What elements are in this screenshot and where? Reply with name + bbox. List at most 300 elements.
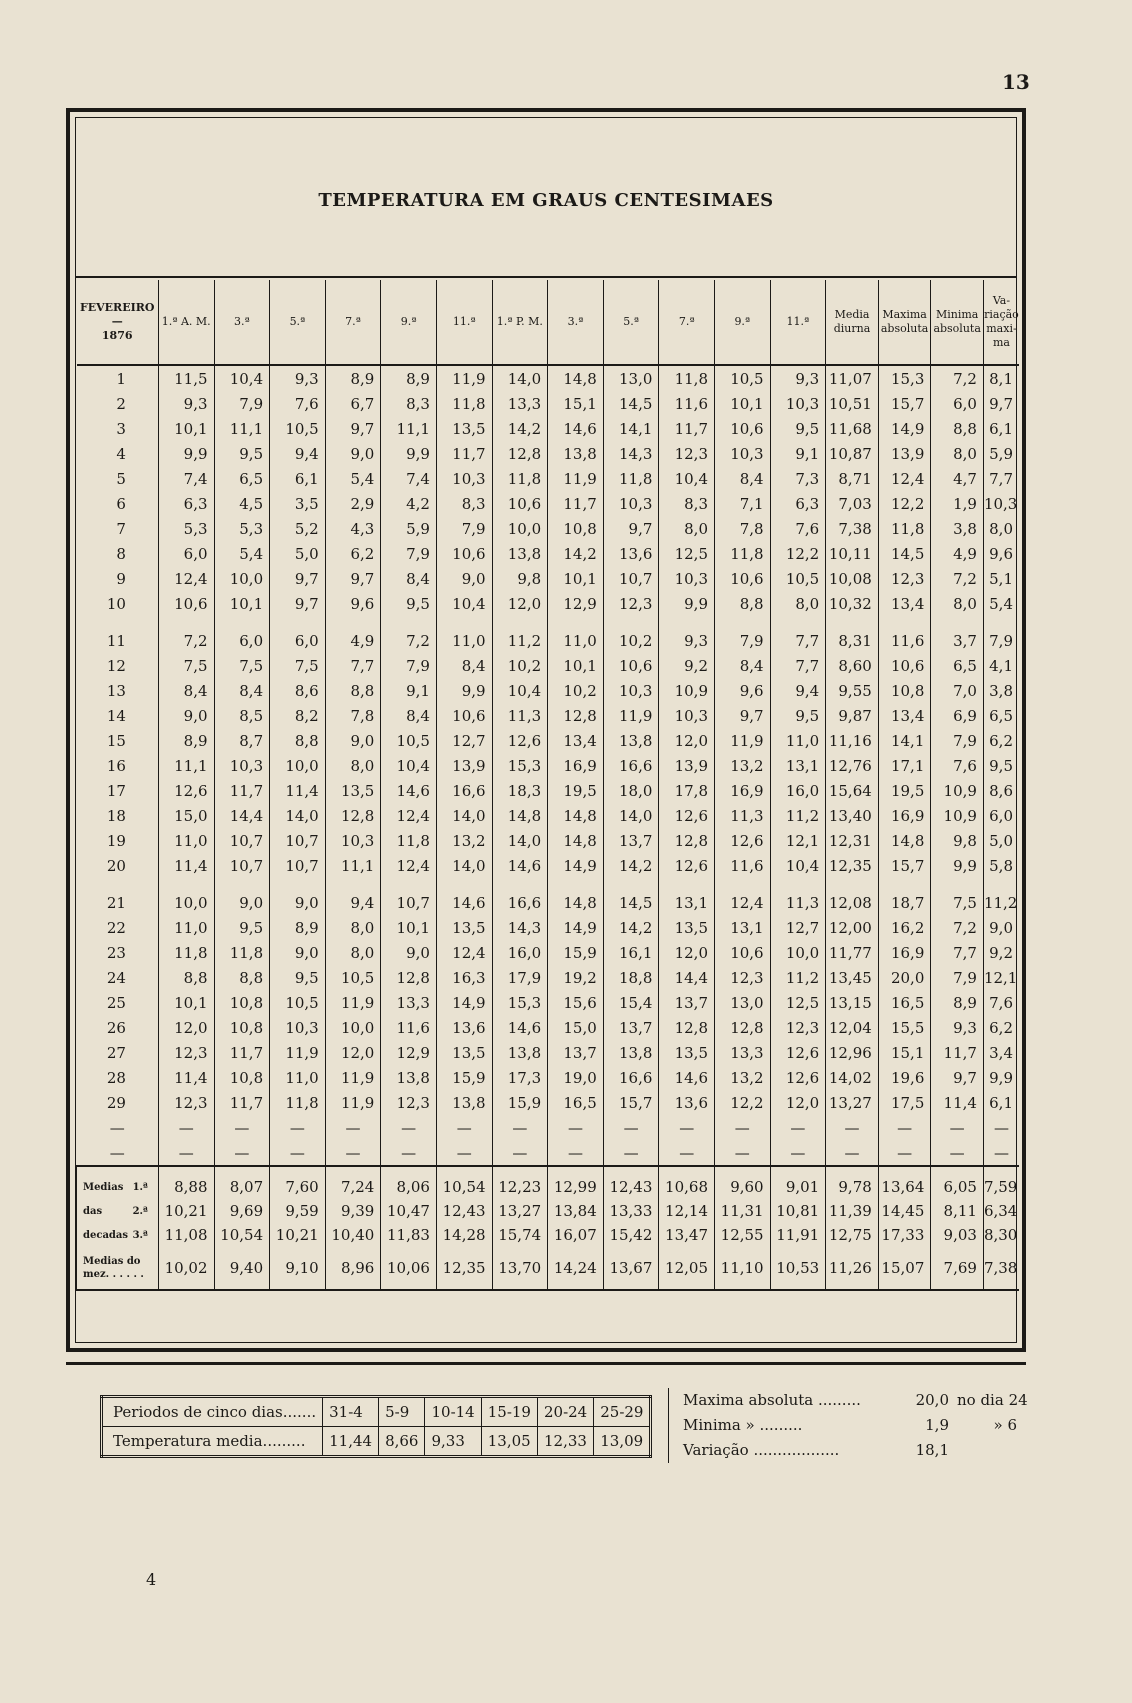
table-cell: 13,45 <box>826 965 879 990</box>
table-row <box>77 778 1020 803</box>
table-cell: 5,4 <box>983 591 1019 616</box>
spacer-row <box>77 878 1020 890</box>
table-cell: 10,8 <box>878 678 931 703</box>
table-cell: 10,2 <box>603 628 659 653</box>
decade-value: 6,05 <box>931 1166 984 1199</box>
table-cell: 14,6 <box>492 1015 548 1040</box>
table-cell: 11,9 <box>325 1090 381 1115</box>
day-number: 7 <box>116 519 126 538</box>
table-cell: 7,8 <box>715 516 771 541</box>
table-cell: 15,1 <box>878 1040 931 1065</box>
table-cell: 7,03 <box>826 491 879 516</box>
month-average-label-text: mez. . . . . . <box>83 1269 144 1280</box>
dash-cell: — <box>715 1140 771 1166</box>
table-cell: 13,2 <box>715 753 771 778</box>
decade-value: 10,40 <box>325 1223 381 1247</box>
spacer-cell <box>548 616 604 628</box>
variation-row <box>683 1438 1017 1463</box>
table-cell: 8,7 <box>214 728 270 753</box>
table-cell: 14,0 <box>436 853 492 878</box>
table-row <box>77 1065 1020 1090</box>
month-average-value: 10,06 <box>381 1247 437 1290</box>
table-cell: 12,04 <box>826 1015 879 1040</box>
table-cell: 12,8 <box>659 1015 715 1040</box>
table-cell: 11,2 <box>770 803 826 828</box>
day-number: 26 <box>106 1018 126 1037</box>
table-row <box>77 1090 1020 1115</box>
day-number: 12 <box>106 656 126 675</box>
table-cell: 5,2 <box>270 516 326 541</box>
decade-value: 15,74 <box>492 1223 548 1247</box>
max-value: 20,0 <box>915 1391 949 1409</box>
table-cell: 13,8 <box>436 1090 492 1115</box>
table-cell: 9,5 <box>214 441 270 466</box>
table-cell: 11,2 <box>983 890 1019 915</box>
table-cell: 7,9 <box>931 965 984 990</box>
table-cell: 18,0 <box>603 778 659 803</box>
min-row <box>683 1413 1017 1438</box>
table-cell: 10,11 <box>826 541 879 566</box>
table-cell: 7,9 <box>931 728 984 753</box>
table-row <box>77 566 1020 591</box>
dash-cell: — <box>381 1140 437 1166</box>
table-cell: 13,3 <box>492 391 548 416</box>
table-cell: 10,7 <box>381 890 437 915</box>
table-cell: 13,8 <box>492 1040 548 1065</box>
spacer-cell <box>492 616 548 628</box>
table-cell: 11,6 <box>659 391 715 416</box>
table-cell: 8,0 <box>770 591 826 616</box>
decade-value: 8,88 <box>158 1166 214 1199</box>
table-cell: 13,9 <box>436 753 492 778</box>
day-number: 1 <box>116 369 126 388</box>
table-cell: 13,5 <box>436 416 492 441</box>
table-cell: 19,5 <box>548 778 604 803</box>
column-header: 1.ª A. M. <box>158 280 214 365</box>
table-cell: 13,2 <box>436 828 492 853</box>
table-cell: 16,1 <box>603 940 659 965</box>
table-cell: 7,7 <box>931 940 984 965</box>
table-cell: 14,8 <box>548 365 604 391</box>
table-row <box>77 753 1020 778</box>
table-cell: 12,6 <box>492 728 548 753</box>
table-cell: 13,8 <box>492 541 548 566</box>
table-cell: 10,8 <box>214 1065 270 1090</box>
dash-cell: — <box>270 1115 326 1140</box>
min-value: 1,9 <box>925 1416 949 1434</box>
table-cell: 8,0 <box>325 915 381 940</box>
table-cell: 9,3 <box>659 628 715 653</box>
table-cell: 8,0 <box>983 516 1019 541</box>
table-cell: 10,3 <box>325 828 381 853</box>
table-row <box>77 915 1020 940</box>
period-temp: 8,66 <box>379 1427 425 1457</box>
table-cell: 15,7 <box>878 853 931 878</box>
table-cell: 6,2 <box>983 1015 1019 1040</box>
table-cell: 10,6 <box>603 653 659 678</box>
spacer-cell <box>436 616 492 628</box>
table-cell: 13,7 <box>659 990 715 1015</box>
table-cell: 6,3 <box>770 491 826 516</box>
period-temp: 13,05 <box>481 1427 537 1457</box>
table-cell: 15,64 <box>826 778 879 803</box>
table-cell: 13,3 <box>715 1040 771 1065</box>
table-cell: 10,3 <box>436 466 492 491</box>
table-cell: 9,2 <box>659 653 715 678</box>
table-cell: 9,7 <box>325 416 381 441</box>
table-cell: 13,7 <box>548 1040 604 1065</box>
table-cell: 8,8 <box>325 678 381 703</box>
column-header: 7.ª <box>659 280 715 365</box>
table-cell: 12,31 <box>826 828 879 853</box>
table-cell: 10,5 <box>770 566 826 591</box>
table-cell: 11,7 <box>548 491 604 516</box>
bottom-divider <box>66 1362 1026 1365</box>
table-cell: 11,9 <box>325 1065 381 1090</box>
table-cell: 10,0 <box>158 890 214 915</box>
dash-cell: — <box>659 1115 715 1140</box>
table-cell: 8,4 <box>715 653 771 678</box>
month-average-value: 11,10 <box>715 1247 771 1290</box>
table-cell: 12,08 <box>826 890 879 915</box>
table-cell: 12,1 <box>983 965 1019 990</box>
decade-value: 7,24 <box>325 1166 381 1199</box>
table-cell: 10,7 <box>270 828 326 853</box>
table-cell: 10,6 <box>436 703 492 728</box>
table-cell: 13,5 <box>659 915 715 940</box>
temperature-table <box>76 280 1019 1291</box>
decade-value: 11,91 <box>770 1223 826 1247</box>
table-cell: 15,1 <box>548 391 604 416</box>
table-cell: 8,4 <box>214 678 270 703</box>
decade-value: 11,31 <box>715 1199 771 1223</box>
decade-label <box>77 1199 159 1223</box>
table-cell: 4,7 <box>931 466 984 491</box>
table-cell: 5,9 <box>983 441 1019 466</box>
table-row <box>77 678 1020 703</box>
table-cell: 4,9 <box>931 541 984 566</box>
table-cell: 9,4 <box>325 890 381 915</box>
decade-value: 8,06 <box>381 1166 437 1199</box>
table-cell: 12,4 <box>436 940 492 965</box>
spacer-cell <box>715 878 771 890</box>
table-cell: 11,6 <box>715 853 771 878</box>
table-cell: 3,8 <box>983 678 1019 703</box>
column-header: 11.ª <box>770 280 826 365</box>
table-cell: 9,0 <box>381 940 437 965</box>
table-cell: 9,5 <box>381 591 437 616</box>
spacer-cell <box>214 616 270 628</box>
table-cell: 10,2 <box>548 678 604 703</box>
table-cell: 10,7 <box>603 566 659 591</box>
spacer-cell <box>381 616 437 628</box>
table-cell: 8,0 <box>931 591 984 616</box>
table-cell: 13,0 <box>715 990 771 1015</box>
table-cell: 11,68 <box>826 416 879 441</box>
table-cell: 9,0 <box>983 915 1019 940</box>
periods-row <box>102 1397 651 1427</box>
decade-label-text: decadas <box>83 1229 129 1241</box>
table-cell: 9,7 <box>603 516 659 541</box>
dash-cell: — <box>878 1115 931 1140</box>
decade-value: 10,21 <box>158 1199 214 1223</box>
table-cell: 10,5 <box>715 365 771 391</box>
signature-mark: 4 <box>146 1570 157 1589</box>
table-cell: 12,8 <box>715 1015 771 1040</box>
table-cell: 11,7 <box>659 416 715 441</box>
table-cell: 11,7 <box>214 1040 270 1065</box>
table-cell: 12,4 <box>715 890 771 915</box>
month-average-value: 7,69 <box>931 1247 984 1290</box>
decade-value: 16,07 <box>548 1223 604 1247</box>
table-cell: 9,7 <box>715 703 771 728</box>
table-cell: 12,9 <box>381 1040 437 1065</box>
table-cell: 7,6 <box>770 516 826 541</box>
table-row <box>77 391 1020 416</box>
table-cell: 4,9 <box>325 628 381 653</box>
day-number: 16 <box>106 756 126 775</box>
table-cell: 8,2 <box>270 703 326 728</box>
table-cell: 7,5 <box>158 653 214 678</box>
table-cell: 7,2 <box>931 365 984 391</box>
table-cell: 11,0 <box>770 728 826 753</box>
table-cell: 10,6 <box>715 566 771 591</box>
table-row <box>77 441 1020 466</box>
table-cell: 11,8 <box>492 466 548 491</box>
table-cell: 3,5 <box>270 491 326 516</box>
table-cell: 11,3 <box>492 703 548 728</box>
table-cell: 6,0 <box>214 628 270 653</box>
table-cell: 9,3 <box>270 365 326 391</box>
table-frame-inner <box>75 117 1017 1343</box>
table-cell: 8,4 <box>436 653 492 678</box>
month-average-value: 12,05 <box>659 1247 715 1290</box>
table-row <box>77 853 1020 878</box>
table-cell: 10,0 <box>325 1015 381 1040</box>
table-cell: 16,2 <box>878 915 931 940</box>
decade-ordinal: 2.ª <box>132 1205 148 1217</box>
variation-label: Variação .................. <box>683 1441 840 1459</box>
table-row <box>77 1015 1020 1040</box>
table-cell: 9,7 <box>270 591 326 616</box>
table-cell: 10,51 <box>826 391 879 416</box>
decade-value: 13,27 <box>492 1199 548 1223</box>
table-cell: 8,9 <box>158 728 214 753</box>
day-number: 3 <box>116 419 126 438</box>
dash-cell: — <box>214 1115 270 1140</box>
table-cell: 8,8 <box>270 728 326 753</box>
table-header-row <box>77 280 1020 365</box>
table-cell: 10,0 <box>492 516 548 541</box>
spacer-cell <box>770 878 826 890</box>
table-cell: 14,2 <box>603 853 659 878</box>
day-number: 23 <box>106 943 126 962</box>
decade-value: 17,33 <box>878 1223 931 1247</box>
table-row <box>77 940 1020 965</box>
period-range: 15-19 <box>481 1397 537 1427</box>
table-cell: 3,7 <box>931 628 984 653</box>
periods-label: Periodos de cinco dias....... <box>102 1397 323 1427</box>
table-row <box>77 890 1020 915</box>
table-cell: 11,8 <box>214 940 270 965</box>
table-cell: 14,02 <box>826 1065 879 1090</box>
table-cell: 12,3 <box>158 1040 214 1065</box>
table-cell: 14,5 <box>878 541 931 566</box>
table-cell: 5,8 <box>983 853 1019 878</box>
table-cell: 10,2 <box>492 653 548 678</box>
table-cell: 13,6 <box>603 541 659 566</box>
table-cell: 14,8 <box>548 803 604 828</box>
column-header: 9.ª <box>715 280 771 365</box>
month-average-value: 10,53 <box>770 1247 826 1290</box>
decade-value: 12,75 <box>826 1223 879 1247</box>
table-cell: 13,4 <box>878 591 931 616</box>
table-cell: 14,5 <box>603 890 659 915</box>
table-cell: 13,8 <box>381 1065 437 1090</box>
table-cell: 10,1 <box>381 915 437 940</box>
dash-cell: — <box>931 1140 984 1166</box>
column-header: 1.ª P. M. <box>492 280 548 365</box>
table-cell: 10,1 <box>715 391 771 416</box>
table-cell: 9,6 <box>325 591 381 616</box>
table-cell: 10,4 <box>436 591 492 616</box>
month-label: FEVEREIRO <box>79 301 155 314</box>
table-cell: 13,8 <box>548 441 604 466</box>
table-row <box>77 828 1020 853</box>
table-cell: 1,9 <box>931 491 984 516</box>
column-header: 3.ª <box>214 280 270 365</box>
spacer-cell <box>983 878 1019 890</box>
dash-cell: — <box>381 1115 437 1140</box>
table-cell: 10,1 <box>548 653 604 678</box>
table-cell: 10,4 <box>770 853 826 878</box>
dash-cell: — <box>492 1115 548 1140</box>
table-cell: 8,60 <box>826 653 879 678</box>
table-row <box>77 965 1020 990</box>
table-cell: 14,8 <box>548 828 604 853</box>
spacer-cell <box>158 878 214 890</box>
table-cell: 12,4 <box>381 803 437 828</box>
table-cell: 11,0 <box>548 628 604 653</box>
table-cell: 12,4 <box>158 566 214 591</box>
table-cell: 11,8 <box>270 1090 326 1115</box>
table-cell: 16,9 <box>878 803 931 828</box>
table-cell: 9,5 <box>270 965 326 990</box>
table-cell: 8,8 <box>214 965 270 990</box>
column-header: 5.ª <box>603 280 659 365</box>
period-range: 31-4 <box>323 1397 379 1427</box>
table-cell: 13,7 <box>603 1015 659 1040</box>
table-cell: 7,9 <box>715 628 771 653</box>
table-cell: 14,8 <box>492 803 548 828</box>
month-average-value: 11,26 <box>826 1247 879 1290</box>
table-cell: 10,0 <box>770 940 826 965</box>
table-cell: 12,2 <box>878 491 931 516</box>
spacer-cell <box>436 878 492 890</box>
decade-value: 12,23 <box>492 1166 548 1199</box>
table-cell: 10,6 <box>492 491 548 516</box>
table-cell: 7,9 <box>436 516 492 541</box>
table-cell: 9,9 <box>381 441 437 466</box>
month-average-value: 13,70 <box>492 1247 548 1290</box>
spacer-cell <box>381 878 437 890</box>
table-cell: 12,2 <box>715 1090 771 1115</box>
table-cell: 10,87 <box>826 441 879 466</box>
month-year-header: FEVEREIRO — 1876 <box>77 280 159 365</box>
table-cell: 6,5 <box>983 703 1019 728</box>
table-cell: 10,4 <box>659 466 715 491</box>
month-average-label <box>77 1247 159 1290</box>
table-row <box>77 628 1020 653</box>
table-cell: 12,3 <box>878 566 931 591</box>
table-cell: 8,9 <box>270 915 326 940</box>
table-cell: 7,2 <box>381 628 437 653</box>
dash-cell: — <box>931 1115 984 1140</box>
table-cell: 11,5 <box>158 365 214 391</box>
table-cell: 7,9 <box>214 391 270 416</box>
title-divider <box>76 276 1016 278</box>
column-header: 5.ª <box>270 280 326 365</box>
table-cell: 13,6 <box>436 1015 492 1040</box>
table-cell: 6,2 <box>325 541 381 566</box>
table-cell: 6,1 <box>983 1090 1019 1115</box>
table-cell: 9,9 <box>436 678 492 703</box>
table-cell: 10,7 <box>270 853 326 878</box>
table-cell: 9,8 <box>931 828 984 853</box>
table-cell: 12,8 <box>492 441 548 466</box>
month-average-value: 13,67 <box>603 1247 659 1290</box>
column-header: Va- riação maxi- ma <box>983 280 1019 365</box>
spacer-cell <box>603 878 659 890</box>
dash-cell: — <box>603 1115 659 1140</box>
table-cell: 16,6 <box>603 1065 659 1090</box>
table-cell: 7,3 <box>770 466 826 491</box>
decade-value: 11,83 <box>381 1223 437 1247</box>
table-cell: 8,3 <box>381 391 437 416</box>
table-cell: 16,6 <box>492 890 548 915</box>
table-cell: 10,1 <box>158 416 214 441</box>
decade-value: 10,54 <box>436 1166 492 1199</box>
dash-cell: — <box>715 1115 771 1140</box>
table-cell: 9,1 <box>381 678 437 703</box>
table-cell: 15,9 <box>492 1090 548 1115</box>
table-cell: 8,6 <box>270 678 326 703</box>
column-header: Media diurna <box>826 280 879 365</box>
table-cell: 11,7 <box>436 441 492 466</box>
table-cell: 9,0 <box>325 728 381 753</box>
table-cell: 12,35 <box>826 853 879 878</box>
spacer-cell <box>931 616 984 628</box>
table-cell: 6,5 <box>931 653 984 678</box>
table-cell: 19,2 <box>548 965 604 990</box>
table-cell: 11,8 <box>436 391 492 416</box>
spacer-cell <box>878 878 931 890</box>
dash-cell: — <box>548 1115 604 1140</box>
decade-label-text: das <box>83 1205 103 1217</box>
column-header: 9.ª <box>381 280 437 365</box>
dash-cell: — <box>983 1115 1019 1140</box>
table-cell: 6,5 <box>214 466 270 491</box>
dash-cell: — <box>770 1140 826 1166</box>
table-cell: 18,8 <box>603 965 659 990</box>
table-cell: 11,8 <box>659 365 715 391</box>
min-label: Minima » ......... <box>683 1416 803 1434</box>
table-cell: 12,0 <box>659 728 715 753</box>
period-temp: 12,33 <box>537 1427 593 1457</box>
table-row <box>77 491 1020 516</box>
table-cell: 7,5 <box>931 890 984 915</box>
table-cell: 9,7 <box>931 1065 984 1090</box>
